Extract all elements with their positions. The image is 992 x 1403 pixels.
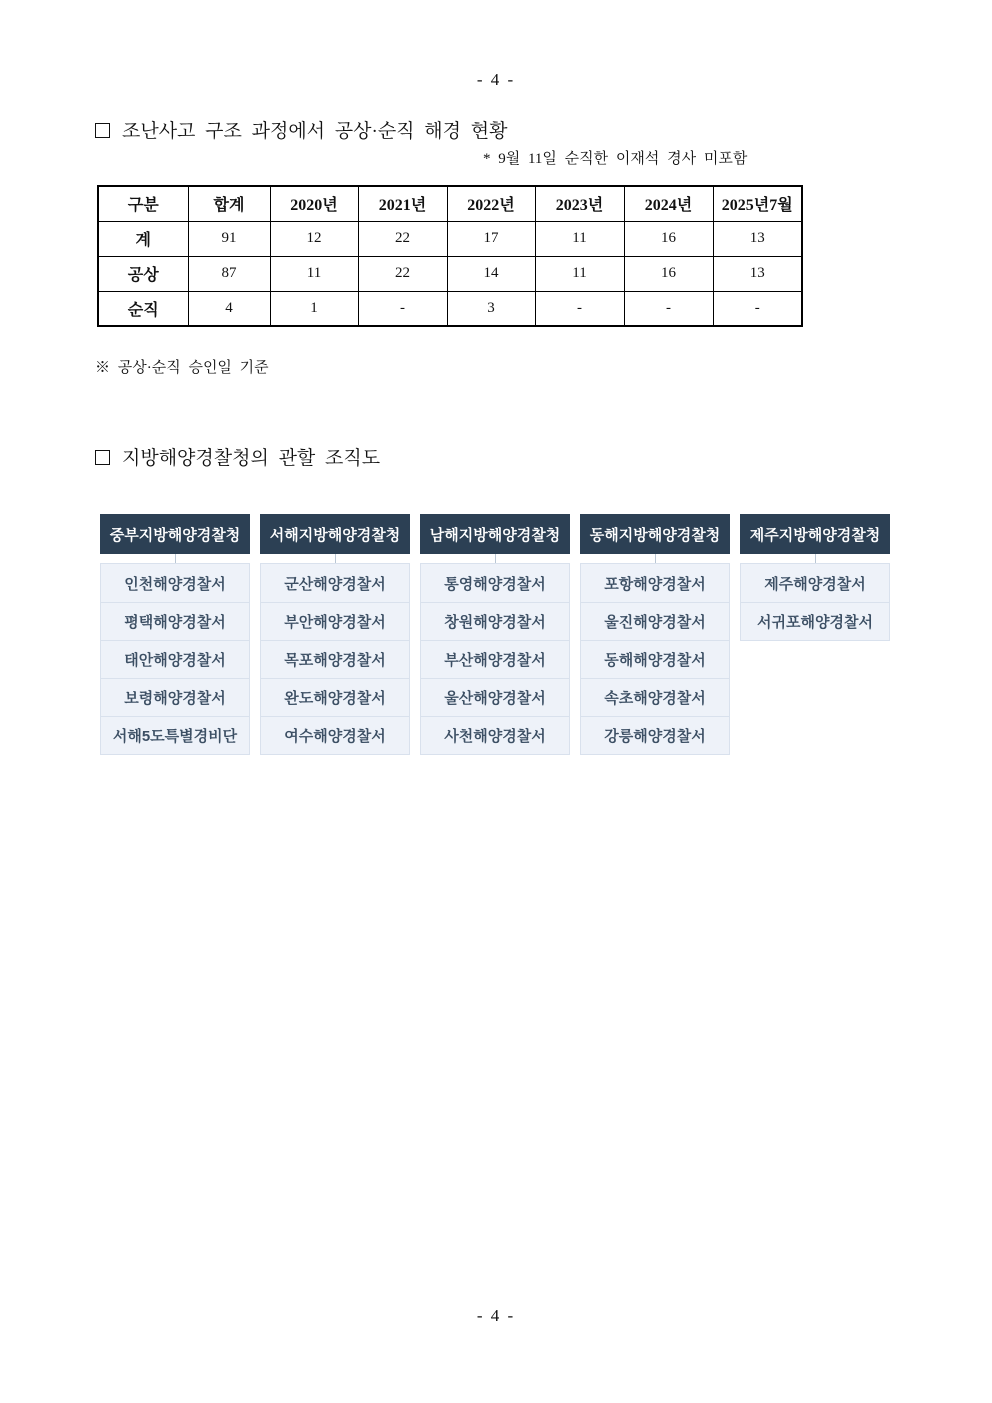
org-item: 울산해양경찰서: [421, 678, 569, 716]
value-cell: 17: [447, 221, 535, 256]
org-connector-line: [655, 554, 656, 563]
section-title-orgchart: [95, 443, 380, 470]
square-bullet-icon: [95, 123, 110, 138]
org-item: 창원해양경찰서: [421, 602, 569, 640]
table-header-cell: 2022년: [447, 186, 535, 221]
value-cell: 4: [188, 291, 270, 326]
value-cell: -: [713, 291, 802, 326]
org-item: 태안해양경찰서: [101, 640, 249, 678]
row-label-cell: 공상: [98, 256, 188, 291]
value-cell: 22: [358, 221, 447, 256]
org-item: 완도해양경찰서: [261, 678, 409, 716]
casualty-note: * 9월 11일 순직한 이재석 경사 미포함: [483, 151, 748, 167]
org-item: 울진해양경찰서: [581, 602, 729, 640]
value-cell: 16: [624, 256, 713, 291]
table-header-cell: 2024년: [624, 186, 713, 221]
org-items-box: [100, 563, 250, 755]
org-items-box: [740, 563, 890, 641]
value-cell: 22: [358, 256, 447, 291]
org-item: 인천해양경찰서: [101, 564, 249, 602]
org-items-box: [260, 563, 410, 755]
section-title-casualty-text: 조난사고 구조 과정에서 공상·순직 해경 현황: [122, 121, 508, 142]
value-cell: 14: [447, 256, 535, 291]
org-item: 포항해양경찰서: [581, 564, 729, 602]
table-row: [98, 256, 802, 291]
org-item: 사천해양경찰서: [421, 716, 569, 754]
org-item: 부안해양경찰서: [261, 602, 409, 640]
org-item: 통영해양경찰서: [421, 564, 569, 602]
value-cell: 1: [270, 291, 358, 326]
table-row: [98, 221, 802, 256]
org-item: 부산해양경찰서: [421, 640, 569, 678]
org-column-header: 제주지방해양경찰청: [740, 514, 890, 554]
org-items-box: [420, 563, 570, 755]
page-number-bottom: - 4 -: [476, 1306, 516, 1325]
org-column: [260, 514, 410, 755]
casualty-table: [97, 185, 803, 327]
org-item: 서귀포해양경찰서: [741, 602, 889, 640]
section-title-casualty: [95, 116, 507, 143]
value-cell: 3: [447, 291, 535, 326]
org-item: 평택해양경찰서: [101, 602, 249, 640]
org-item: 제주해양경찰서: [741, 564, 889, 602]
value-cell: 11: [270, 256, 358, 291]
org-connector-line: [335, 554, 336, 563]
value-cell: -: [624, 291, 713, 326]
org-items-box: [580, 563, 730, 755]
value-cell: 16: [624, 221, 713, 256]
org-column-header: 남해지방해양경찰청: [420, 514, 570, 554]
table-header-cell: 합계: [188, 186, 270, 221]
org-column: [740, 514, 890, 755]
org-column: [420, 514, 570, 755]
table-header-cell: 2021년: [358, 186, 447, 221]
table-row: [98, 291, 802, 326]
square-bullet-icon: [95, 450, 110, 465]
table-header-row: [98, 186, 802, 221]
org-item: 서해5도특별경비단: [101, 716, 249, 754]
value-cell: 91: [188, 221, 270, 256]
org-column-header: 중부지방해양경찰청: [100, 514, 250, 554]
table-header-cell: 2023년: [535, 186, 624, 221]
org-item: 속초해양경찰서: [581, 678, 729, 716]
org-item: 목포해양경찰서: [261, 640, 409, 678]
table-header-cell: 2025년7월: [713, 186, 802, 221]
org-item: 여수해양경찰서: [261, 716, 409, 754]
row-label-cell: 계: [98, 221, 188, 256]
org-item: 보령해양경찰서: [101, 678, 249, 716]
page-number-top: - 4 -: [476, 70, 516, 89]
org-item: 군산해양경찰서: [261, 564, 409, 602]
org-connector-line: [175, 554, 176, 563]
value-cell: 11: [535, 256, 624, 291]
section-title-orgchart-text: 지방해양경찰청의 관할 조직도: [122, 448, 381, 469]
value-cell: 13: [713, 221, 802, 256]
org-column: [100, 514, 250, 755]
table-header-cell: 2020년: [270, 186, 358, 221]
org-chart: [100, 514, 890, 755]
org-connector-line: [815, 554, 816, 563]
approval-footnote: ※ 공상·순직 승인일 기준: [95, 360, 269, 376]
org-item: 강릉해양경찰서: [581, 716, 729, 754]
org-connector-line: [495, 554, 496, 563]
value-cell: 11: [535, 221, 624, 256]
org-column-header: 동해지방해양경찰청: [580, 514, 730, 554]
row-label-cell: 순직: [98, 291, 188, 326]
org-item: 동해해양경찰서: [581, 640, 729, 678]
org-column: [580, 514, 730, 755]
value-cell: -: [358, 291, 447, 326]
value-cell: 12: [270, 221, 358, 256]
value-cell: 13: [713, 256, 802, 291]
org-column-header: 서해지방해양경찰청: [260, 514, 410, 554]
value-cell: -: [535, 291, 624, 326]
value-cell: 87: [188, 256, 270, 291]
table-header-cell: 구분: [98, 186, 188, 221]
